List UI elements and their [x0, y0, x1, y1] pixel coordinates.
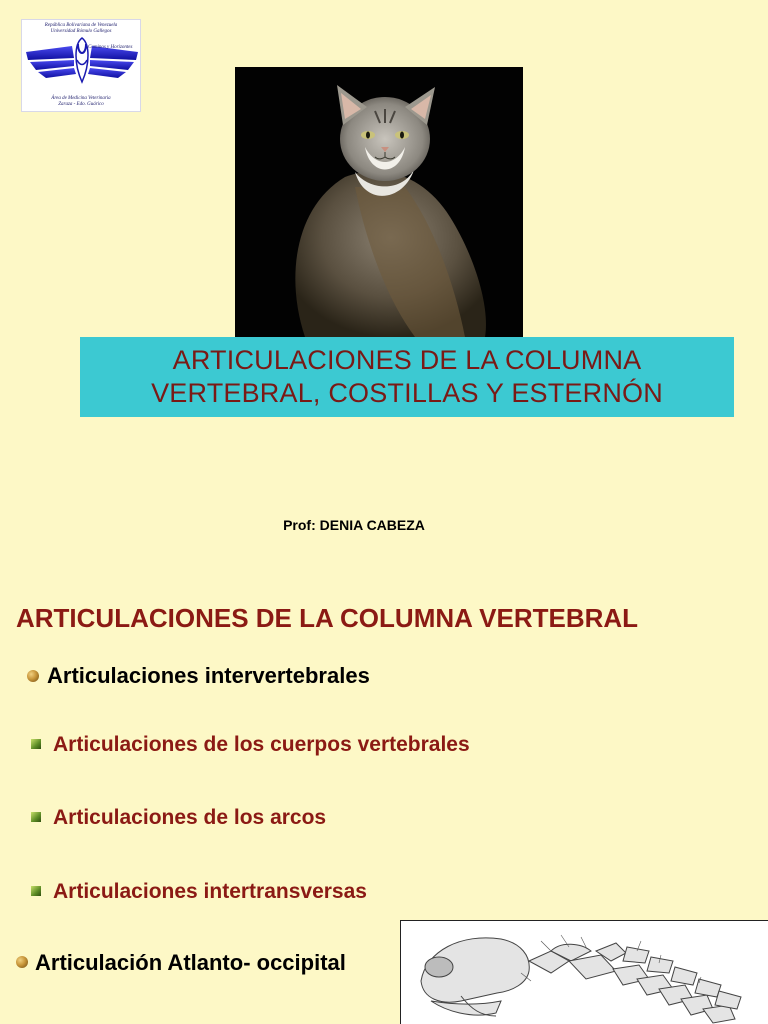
square-bullet-icon [31, 886, 41, 896]
logo-motto: Caminos y Horizontes [88, 45, 133, 50]
university-logo [21, 19, 141, 112]
skull-vertebrae-diagram [400, 920, 768, 1024]
section-heading: ARTICULACIONES DE LA COLUMNA VERTEBRAL [16, 603, 639, 633]
square-bullet-icon [31, 739, 41, 749]
cat-icon [235, 67, 523, 337]
winged-emblem-icon [22, 34, 142, 86]
round-bullet-icon [16, 956, 28, 968]
square-bullet-icon [31, 812, 41, 822]
cat-photo [235, 67, 523, 337]
sub-list-item: Articulaciones de los cuerpos vertebrales [53, 733, 470, 756]
list-item: Articulación Atlanto- occipital [35, 950, 346, 975]
title-banner [80, 337, 734, 417]
professor-name: Prof: DENIA CABEZA [283, 517, 425, 533]
logo-text-bottom: Área de Medicina Veterinaria Zaraza - Edo. Guárico [51, 96, 111, 107]
title-line-1: ARTICULACIONES DE LA COLUMNA [172, 345, 642, 375]
logo-text-top: República Bolivariana de Venezuela Universidad Rómulo Gallegos [44, 23, 118, 34]
skull-vertebrae-icon [401, 921, 768, 1024]
title-line-2: VERTEBRAL, COSTILLAS Y ESTERNÓN [151, 378, 663, 408]
sub-list-item: Articulaciones de los arcos [53, 806, 327, 829]
sub-list-item: Articulaciones intertransversas [53, 880, 367, 903]
round-bullet-icon [27, 670, 39, 682]
list-item: Articulaciones intervertebrales [47, 663, 370, 688]
